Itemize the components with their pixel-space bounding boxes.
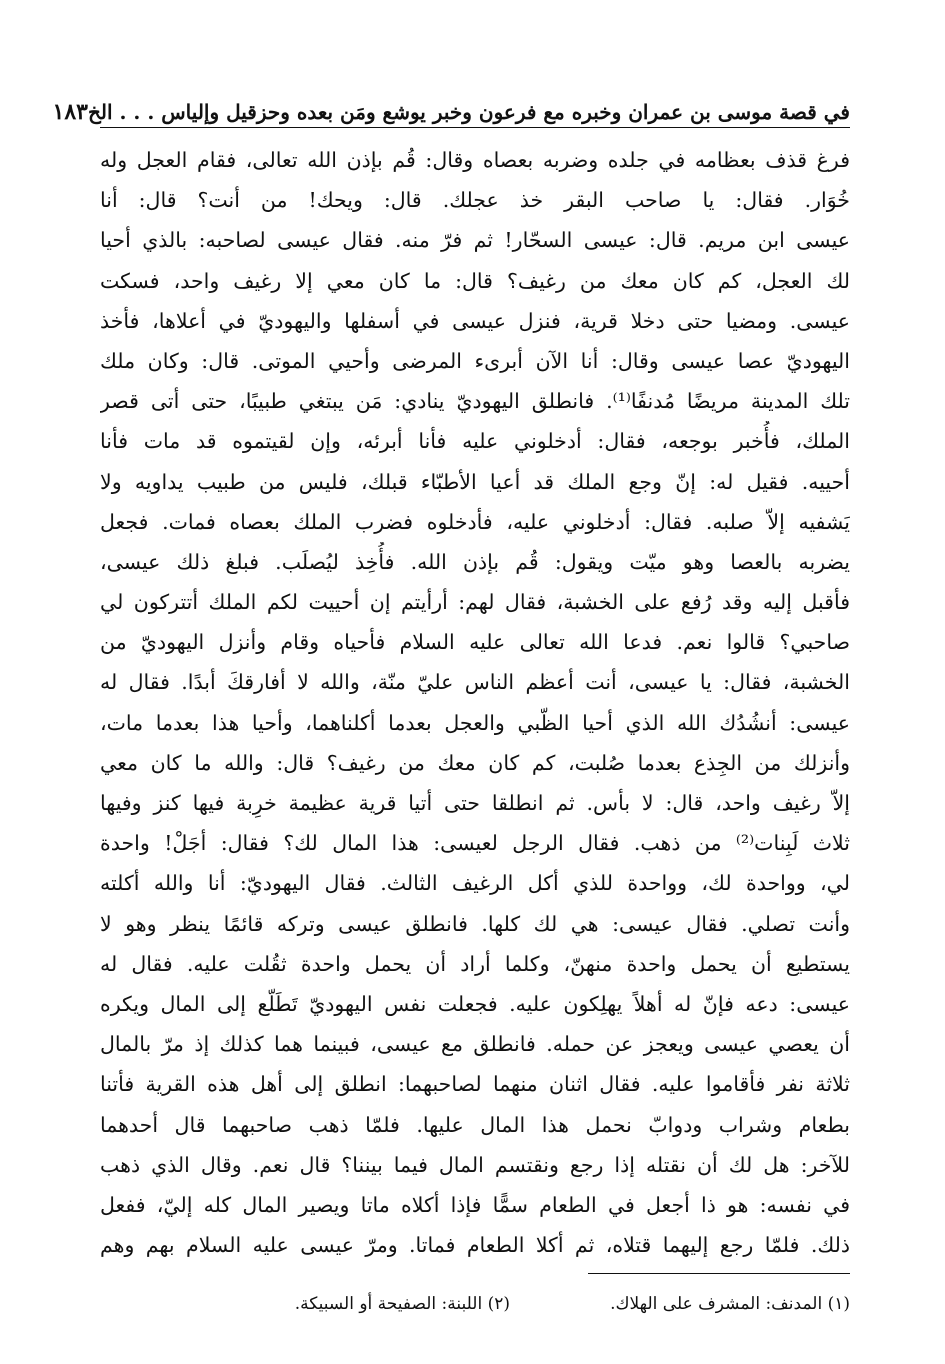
footnote-1: (١) المدنف: المشرف على الهلاك. xyxy=(610,1294,850,1314)
text-line: الملك، فأُخبر بوجعه، فقال: أدخلوني عليه فأنا أبرئه، وإن لقيتموه قد مات فأنا xyxy=(100,429,850,454)
text-line: يستطيع أن يحمل واحدة منهنّ، وكلما أراد أن يحمل واحدة ثقُلت عليه. فقال له xyxy=(100,951,850,976)
running-header xyxy=(52,86,850,126)
text-line: عيسى. ومضيا حتى دخلا قرية، فنزل عيسى في أسفلها واليهوديّ في أعلاها، فأخذ xyxy=(100,308,850,333)
text-line: في نفسه: هو ذا أجعل في الطعام سمًّا فإذا أكلاه ماتا ويصير المال كله إليّ، ففعل xyxy=(100,1192,850,1217)
text-line: صاحبي؟ قالوا نعم. فدعا الله تعالى عليه السلام فأحياه وقام وأنزل اليهوديّ من xyxy=(100,630,850,655)
text-line: ثلاث لَبِنات⁽²⁾ من ذهب. فقال الرجل لعيسى: هذا المال لك؟ فقال: أجَلْ! واحدة xyxy=(100,831,850,856)
text-line: أن يعصي عيسى ويعجز عن حمله. فانطلق مع عيسى، فبينما هما كذلك إذ مرّ بالمال xyxy=(100,1032,850,1057)
header-divider xyxy=(100,127,850,128)
text-line: لك العجل، كم كان معك من رغيف؟ قال: ما كان معي إلا رغيف واحد، فسكت xyxy=(100,268,850,293)
text-line: يضربه بالعصا وهو ميّت ويقول: قُم بإذن الله. فأُخِذ ليُصلَب. فبلغ ذلك عيسى، xyxy=(100,549,850,574)
text-line: وأنت تصلي. فقال عيسى: هي لك كلها. فانطلق عيسى وتركه قائمًا ينظر وهو لا xyxy=(100,911,850,936)
footnote-divider xyxy=(588,1273,850,1274)
text-line: ثلاثة نفر فأقاموا عليه. فقال اثنان منهما لصاحبهما: انطلق إلى أهل هذه القرية فأتنا xyxy=(100,1072,850,1097)
page-number: ١٨٣ xyxy=(52,99,88,125)
text-line: ذلك. فلمّا رجع إليهما قتلاه، ثم أكلا الطعام فماتا. ومرّ عيسى عليه السلام بهم وهم xyxy=(100,1233,850,1258)
text-line: فرغ قذف بعظامه في جلده وضربه بعصاه وقال: قُم بإذن الله تعالى، فقام العجل وله xyxy=(100,148,850,172)
text-line: وأنزلك من الجِذع بعدما صُلبت، كم كان معك من رغيف؟ قال: والله ما كان معي xyxy=(100,750,850,775)
text-line: بطعام وشراب ودوابّ نحمل هذا المال عليها. فلمّا ذهب صاحبهما قال أحدهما xyxy=(100,1112,850,1137)
text-line: يَشفيه إلاّ صلبه. فقال: أدخلوني عليه، فأدخلوه فضرب الملك بعصاه فمات. فجعل xyxy=(100,509,850,534)
footnotes xyxy=(100,1288,850,1320)
text-line: عيسى: أنشُدُك الله الذي أحيا الظّبي والعجل بعدما أكلناهما، وأحيا هذا بعدما مات، xyxy=(100,710,850,735)
body-text xyxy=(100,140,850,1265)
text-line: إلاّ رغيف واحد، قال: لا بأس. ثم انطلقا حتى أتيا قرية عظيمة خرِبة فيها كنز وفيها xyxy=(100,791,850,815)
text-line: فأقبل إليه وقد رُفع على الخشبة، فقال لهم: أرأيتم إن أحييت لكم الملك أتتركون لي xyxy=(100,590,850,615)
text-line: تلك المدينة مريضًا مُدنفًا⁽¹⁾. فانطلق اليهوديّ ينادي: مَن يبتغي طبيبًا، حتى أتى قصر xyxy=(100,389,850,414)
text-line: الخشبة، فقال: يا عيسى، أنت أعظم الناس عليّ منّة، والله لا أفارقكَ أبدًا. فقال له xyxy=(100,670,850,695)
text-line: عيسى ابن مريم. قال: عيسى السحّار! ثم فرّ منه. فقال عيسى لصاحبه: بالذي أحيا xyxy=(100,228,850,253)
text-line: أحييه. فقيل له: إنّ وجع الملك قد أعيا الأطبّاء قبلك، فليس من طبيب يداويه ولا xyxy=(100,469,850,494)
header-title: في قصة موسى بن عمران وخبره مع فرعون وخبر يوشع ومَن بعده وحزقيل وإلياس . . . الخ xyxy=(87,100,850,124)
footnote-2: (٢) اللبنة: الصفيحة أو السبيكة. xyxy=(294,1294,510,1314)
text-line: لي، وواحدة لك، وواحدة للذي أكل الرغيف الثالث. فقال اليهوديّ: أنا والله أكلته xyxy=(100,871,850,896)
text-line: للآخر: هل لك أن نقتله إذا رجع ونقتسم المال فيما بيننا؟ قال نعم. وقال الذي ذهب xyxy=(100,1152,850,1177)
text-line: اليهوديّ عصا عيسى وقال: أنا الآن أبرىء المرضى وأحيي الموتى. قال: وكان ملك xyxy=(100,348,850,373)
text-line: خُوَار. فقال: يا صاحب البقر خذ عجلك. قال: ويحك! من أنت؟ قال: أنا xyxy=(100,188,850,213)
text-line: عيسى: دعه فإنّ له أهلاً يهلِكون عليه. فجعلت نفس اليهوديّ تَطَلّع إلى المال ويكره xyxy=(100,991,850,1016)
